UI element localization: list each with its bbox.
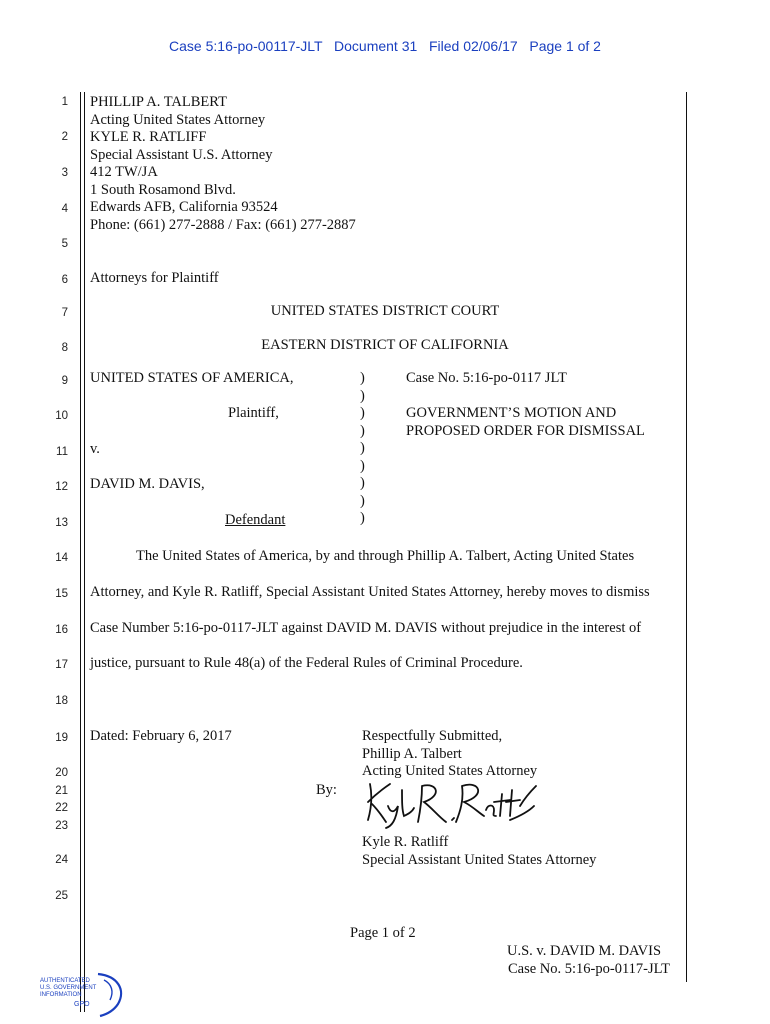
caption-paren: ) bbox=[360, 475, 365, 491]
caption-paren: ) bbox=[360, 422, 365, 439]
line-number: 1 bbox=[61, 96, 68, 108]
line-number: 21 bbox=[55, 785, 68, 797]
court-district: EASTERN DISTRICT OF CALIFORNIA bbox=[261, 337, 509, 353]
attorney-line: Special Assistant U.S. Attorney bbox=[90, 146, 273, 163]
handwritten-signature bbox=[360, 776, 540, 832]
line-number: 16 bbox=[55, 624, 68, 636]
body-line: The United States of America, by and through Phillip A. Talbert, Acting United States bbox=[136, 548, 635, 564]
line-number: 7 bbox=[61, 307, 68, 319]
caption-paren: ) bbox=[360, 387, 365, 404]
caption-paren: ) bbox=[360, 440, 365, 456]
line-number: 10 bbox=[55, 410, 68, 422]
line-number: 25 bbox=[55, 890, 68, 902]
attorney-line: PHILLIP A. TALBERT bbox=[90, 94, 227, 110]
body-line: Case Number 5:16-po-0117-JLT against DAVID M. DAVIS without prejudice in the interest of bbox=[90, 620, 642, 636]
defendant-name: DAVID M. DAVIS, bbox=[90, 476, 205, 492]
defendant-role-label: Defendant bbox=[225, 512, 286, 528]
line-number: 12 bbox=[55, 481, 68, 493]
motion-title-line1: GOVERNMENT’S MOTION AND bbox=[406, 405, 617, 421]
attorneys-for-plaintiff: Attorneys for Plaintiff bbox=[90, 270, 219, 286]
page-number: Page 1 of 2 bbox=[350, 925, 416, 941]
footer-short-caption: U.S. v. DAVID M. DAVIS bbox=[507, 943, 662, 959]
signer2-name: Kyle R. Ratliff bbox=[362, 834, 449, 850]
left-margin-rule-1 bbox=[80, 92, 81, 1012]
caption-paren: ) bbox=[360, 510, 365, 526]
line-number: 20 bbox=[55, 767, 68, 779]
seal-line-1: AUTHENTICATED bbox=[40, 978, 90, 984]
attorney-line: 412 TW/JA bbox=[90, 164, 158, 180]
body-line: Attorney, and Kyle R. Ratliff, Special Assistant United States Attorney, hereby moves to dismiss bbox=[90, 584, 650, 600]
motion-title-line2: PROPOSED ORDER FOR DISMISSAL bbox=[406, 423, 645, 439]
signer1-name: Phillip A. Talbert bbox=[362, 745, 462, 762]
right-margin-rule bbox=[686, 92, 687, 982]
footer-case-number: Case No. 5:16-po-0117-JLT bbox=[508, 960, 671, 977]
line-number: 11 bbox=[56, 446, 68, 458]
body-line: justice, pursuant to Rule 48(a) of the Federal Rules of Criminal Procedure. bbox=[90, 655, 523, 671]
line-number: 2 bbox=[61, 131, 68, 143]
line-number: 3 bbox=[61, 167, 68, 179]
line-number: 19 bbox=[55, 732, 68, 744]
respectfully-submitted: Respectfully Submitted, bbox=[362, 728, 503, 744]
attorney-line: 1 South Rosamond Blvd. bbox=[90, 181, 236, 198]
caption-paren: ) bbox=[360, 457, 365, 474]
attorney-line: Phone: (661) 277-2888 / Fax: (661) 277-2887 bbox=[90, 216, 356, 233]
line-number: 22 bbox=[55, 802, 68, 814]
line-number: 18 bbox=[55, 695, 68, 707]
line-number: 24 bbox=[55, 854, 68, 866]
signer2-title: Special Assistant United States Attorney bbox=[362, 851, 597, 868]
line-number: 15 bbox=[55, 588, 68, 600]
line-number: 13 bbox=[55, 517, 68, 529]
eagle-swoosh-icon bbox=[98, 974, 121, 1016]
gpo-authentication-seal bbox=[38, 970, 128, 1018]
line-number: 23 bbox=[55, 820, 68, 832]
attorney-line: KYLE R. RATLIFF bbox=[90, 129, 207, 145]
attorney-line: Edwards AFB, California 93524 bbox=[90, 199, 278, 215]
plaintiff-role: Plaintiff, bbox=[228, 405, 279, 421]
line-number: 5 bbox=[61, 238, 68, 250]
line-number: 14 bbox=[55, 552, 68, 564]
plaintiff-name: UNITED STATES OF AMERICA, bbox=[90, 370, 294, 386]
seal-gpo: GPO bbox=[74, 1001, 90, 1008]
seal-line-3: INFORMATION bbox=[40, 992, 82, 998]
attorney-line: Acting United States Attorney bbox=[90, 111, 266, 128]
caption-paren: ) bbox=[360, 405, 365, 421]
versus: v. bbox=[90, 441, 100, 457]
case-number: Case No. 5:16-po-0117 JLT bbox=[406, 370, 567, 386]
line-number: 17 bbox=[55, 659, 68, 671]
ecf-header: Case 5:16-po-00117-JLT Document 31 Filed 02/06/17 Page 1 of 2 bbox=[169, 38, 601, 54]
line-number: 9 bbox=[61, 375, 68, 387]
seal-line-2: U.S. GOVERNMENT bbox=[40, 985, 97, 991]
line-number: 6 bbox=[61, 274, 68, 286]
caption-paren: ) bbox=[360, 370, 365, 386]
dated-line: Dated: February 6, 2017 bbox=[90, 728, 232, 744]
left-margin-rule-2 bbox=[84, 92, 85, 1012]
caption-paren: ) bbox=[360, 492, 365, 509]
court-name: UNITED STATES DISTRICT COURT bbox=[270, 303, 500, 319]
line-number: 4 bbox=[61, 203, 68, 215]
by-label: By: bbox=[316, 782, 337, 798]
defendant-role bbox=[90, 512, 360, 530]
signer1-title: Acting United States Attorney bbox=[362, 763, 538, 779]
line-number: 8 bbox=[61, 342, 68, 354]
